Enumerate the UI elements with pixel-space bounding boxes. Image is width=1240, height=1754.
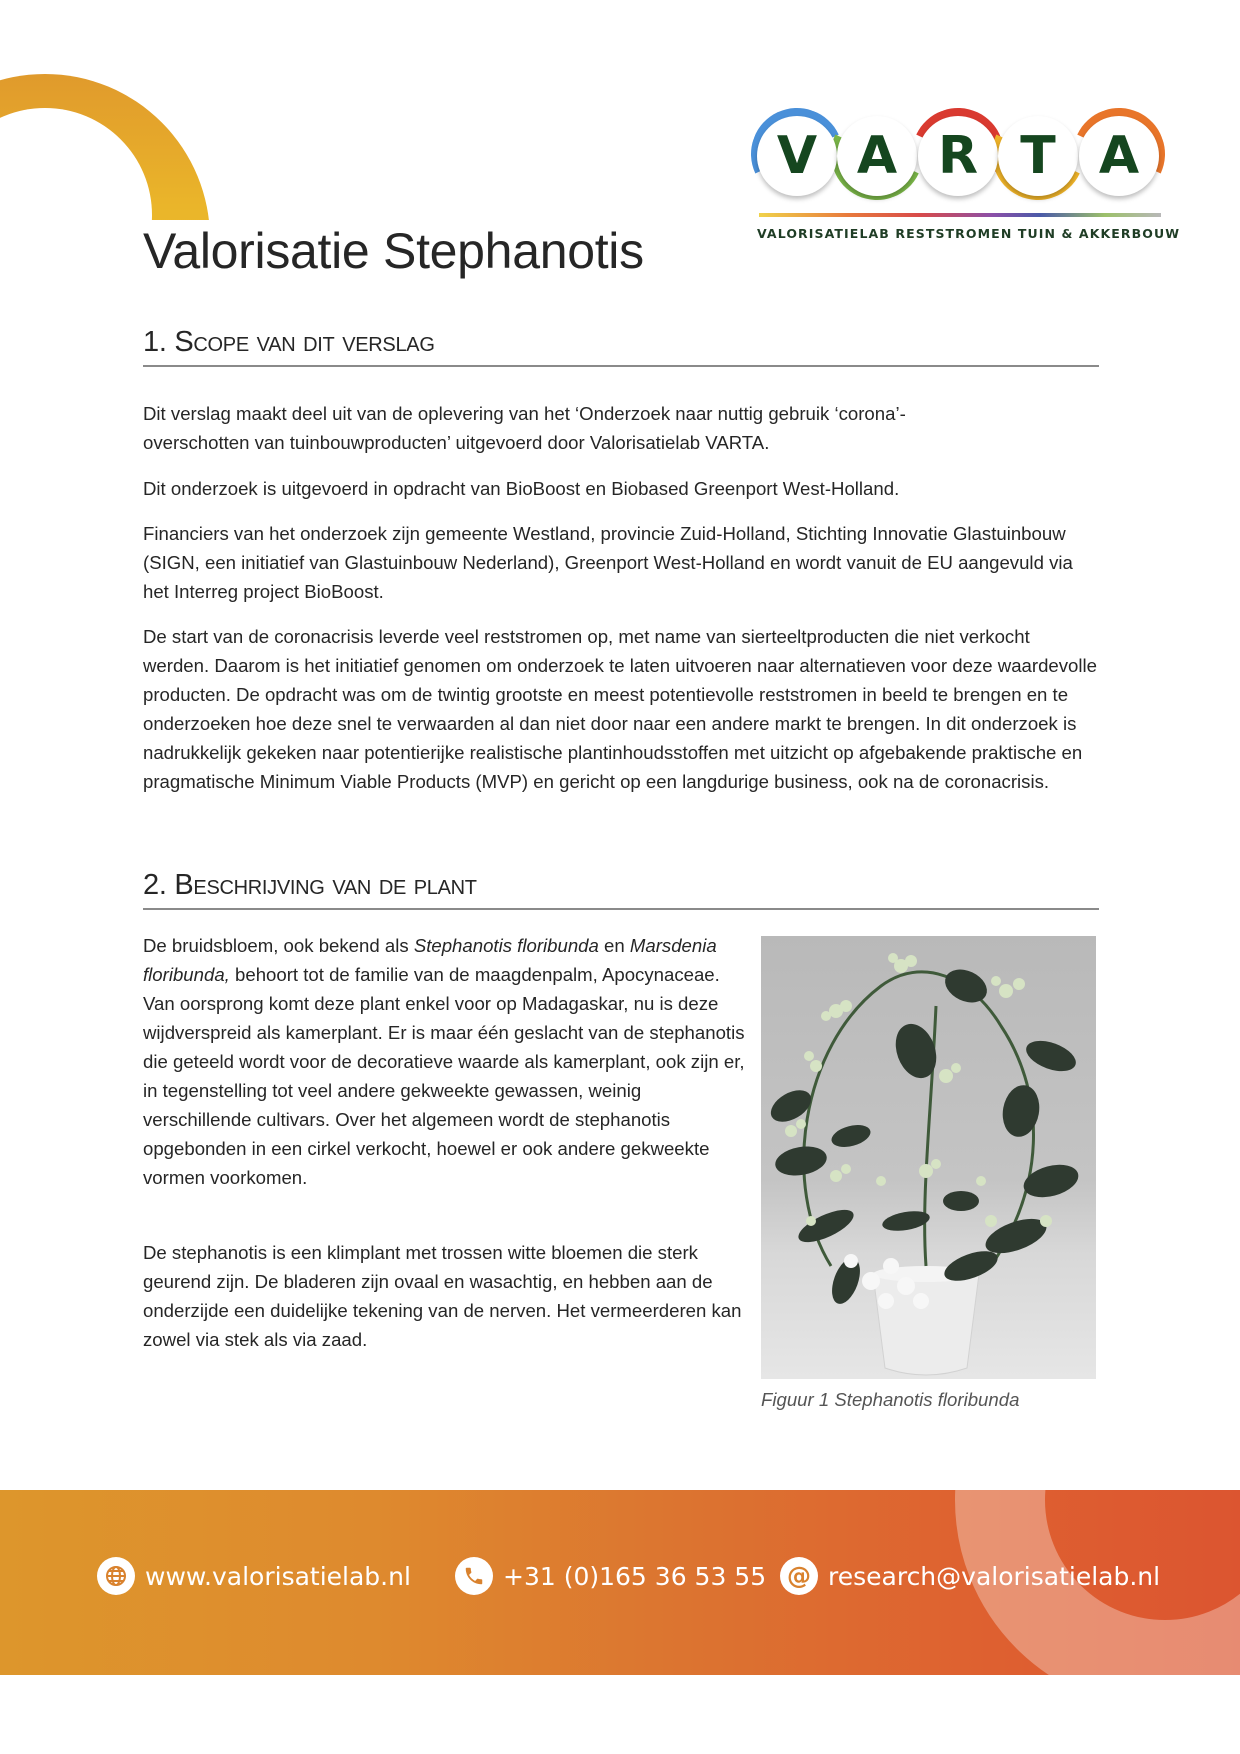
section-number: 2. <box>143 869 167 901</box>
phone-number[interactable]: +31 (0)165 36 53 55 <box>503 1561 767 1591</box>
section-heading-description <box>143 869 1099 910</box>
logo-letter-a: A <box>837 116 917 196</box>
logo-letter-v: V <box>757 116 837 196</box>
logo-letter-r: R <box>918 116 998 196</box>
logo-letter-a2: A <box>1079 116 1159 196</box>
species-name: Marsdenia floribunda, <box>143 935 717 985</box>
logo-rainbow-rule <box>759 213 1161 217</box>
figure-caption: Figuur 1 Stephanotis floribunda <box>761 1389 1020 1410</box>
stephanotis-illustration <box>761 936 1096 1379</box>
section-title: Beschrijving van de plant <box>174 869 477 901</box>
paragraph: Financiers van het onderzoek zijn gemeente Westland, provincie Zuid-Holland, Stichting Innovatie Glastuinbouw (SIGN, een initiatief van Glastuinbouw Nederland), Greenport West-Holland en wordt vanuit de EU aangevuld via het Interreg project BioBoost. <box>143 523 1073 602</box>
document-title: Valorisatie Stephanotis <box>143 223 644 279</box>
section-number: 1. <box>143 326 167 358</box>
varta-logo <box>757 108 1181 248</box>
paragraph <box>143 931 748 1192</box>
plant-figure <box>761 936 1096 1379</box>
text-run: behoort tot de familie van de maagdenpalm, Apocynaceae. Van oorsprong komt deze plant enkel voor op Madagaskar, nu is deze wijdverspreid als kamerplant. Er is maar één geslacht van de stephanotis die geteeld wordt voor de decoratieve waarde als kamerplant, ook zijn er, in tegenstelling tot veel andere gekweekte gewassen, weinig verschillende cultivars. Over het algemeen wordt de stephanotis opgebonden in een cirkel verkocht, hoewel er ook andere gekweekte vormen voorkomen. <box>143 964 745 1188</box>
website-link[interactable]: www.valorisatielab.nl <box>145 1561 411 1591</box>
paragraph: De stephanotis is een klimplant met trossen witte bloemen die sterk geurend zijn. De bladeren zijn ovaal en wasachtig, en hebben aan de onderzijde een duidelijke tekening van de nerven. Het vermeerderen kan zowel via stek als via zaad. <box>143 1242 742 1350</box>
decorative-arc <box>0 74 215 220</box>
text-run: en <box>598 935 630 956</box>
globe-icon <box>97 1557 135 1595</box>
footer-phone[interactable] <box>455 1557 766 1595</box>
footer-band <box>0 1490 1240 1675</box>
species-name: Stephanotis floribunda <box>413 935 599 956</box>
at-icon: @ <box>780 1557 818 1595</box>
section-title: Scope van dit verslag <box>174 326 435 358</box>
text-run: De bruidsbloem, ook bekend als <box>143 935 414 956</box>
logo-tagline: VALORISATIELAB RESTSTROMEN TUIN & AKKERBOUW <box>757 226 1181 241</box>
footer-website[interactable] <box>97 1557 411 1595</box>
section-heading-scope <box>143 326 1099 367</box>
paragraph: Dit verslag maakt deel uit van de oplevering van het ‘Onderzoek naar nuttig gebruik ‘corona’-overschotten van tuinbouwproducten’ uitgevoerd door Valorisatielab VARTA. <box>143 403 906 453</box>
logo-letter-t: T <box>998 116 1078 196</box>
footer-email[interactable] <box>780 1557 1160 1595</box>
paragraph: De start van de coronacrisis leverde veel reststromen op, met name van sierteeltproducten die niet verkocht werden. Daarom is het initiatief genomen om onderzoek te laten uitvoeren naar alternatieven voor deze waardevolle producten. De opdracht was om de twintig grootste en meest potentievolle reststromen in beeld te brengen en te onderzoeken hoe deze snel te verwaarden al dan niet door naar een andere markt te brengen. In dit onderzoek is nadrukkelijk gekeken naar potentierijke realistische plantinhoudsstoffen met uitzicht op afgebakende praktische en pragmatische Minimum Viable Products (MVP) en gericht op een langdurige business, ook na de coronacrisis. <box>143 626 1098 792</box>
logo-rings <box>757 108 1167 208</box>
email-link[interactable]: research@valorisatielab.nl <box>828 1561 1161 1591</box>
phone-icon <box>455 1557 493 1595</box>
plant-photo <box>761 936 1096 1379</box>
paragraph: Dit onderzoek is uitgevoerd in opdracht van BioBoost en Biobased Greenport West-Holland. <box>143 478 900 499</box>
